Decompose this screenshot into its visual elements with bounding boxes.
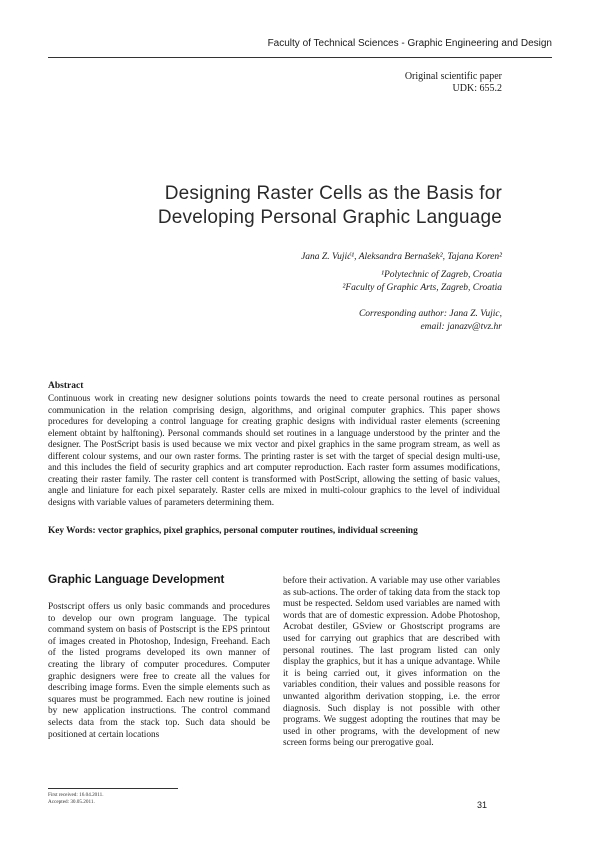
footnote-accepted: Accepted: 30.05.2011. (48, 799, 95, 805)
section-heading: Graphic Language Development (48, 574, 225, 586)
header-divider (48, 57, 552, 58)
corresponding-author: Corresponding author: Jana Z. Vujic, (358, 309, 502, 319)
abstract-body: Continuous work in creating new designer solutions points towards the need to create personal routines as personal communication in the relation comprising design, algorithms, and original computer graphics. This paper shows procedures for developing a control language for creating graphic designs with individual raster elements (screening element obtaint by halftoning). Personal commands should set routines in a language understood by the printer and the designer. The PostScript basis is used because we mix vector and pixel graphics in the same program stream, as well as different colour systems, and our own raster forms. The printing raster is set with the target of special design multi-use, and this includes the field of security graphics and art computer reproduction. Each raster form assumes modifications, creating their raster family. The raster cell content is transformed with PostScript, allowing the setting of basic values, angle and liniature for each pixel separately. Raster cells are mixed in multi-colour graphics to the level of individual designs with variable values of parameters determining them. (48, 393, 500, 507)
affiliation-2: ²Faculty of Graphic Arts, Zagreb, Croatia (342, 283, 502, 293)
paper-type: Original scientific paper (404, 71, 502, 82)
abstract-heading: Abstract (48, 381, 84, 391)
affiliation-1: ¹Polytechnic of Zagreb, Croatia (381, 270, 502, 280)
footnote-received: First received: 16.04.2011. (48, 792, 104, 798)
running-header: Faculty of Technical Sciences - Graphic Engineering and Design (267, 38, 552, 49)
title-line-2: Developing Personal Graphic Language (157, 207, 502, 228)
keywords: Key Words: vector graphics, pixel graphics, personal computer routines, individual screening (48, 526, 418, 536)
title-line-1: Designing Raster Cells as the Basis for (164, 183, 502, 204)
page-number: 31 (476, 800, 487, 810)
body-column-right: before their activation. A variable may use other variables as sub-actions. The order of taking data from the stack top must be respected. Seldom used variables are named with words that are of domestic expression. Adobe Photoshop, Acrobat destiler, GSview or Ghostscript programs are used for carrying out graphics that are described with personal routines. The last program listed can only display the graphics, but it has a unique advantage. While it is being carried out, it gives information on the variables condition, their values and possible reasons for unwanted algorithm derivation stopping, i.e. the error diagnosis. Such display is not possible with other programs. We suggest adopting the routines that may be used in other programs, with the development of new screen forms being our prerogative goal. (283, 576, 500, 749)
udk-code: UDK: 655.2 (452, 83, 502, 94)
corresponding-email: email: janazv@tvz.hr (420, 322, 502, 332)
footnote-divider (48, 788, 178, 789)
body-column-left: Postscript offers us only basic commands and procedures to develop our own program language. The typical command system on basis of Postscript is the EPS printout of images created in Photoshop, Indesign, Freehand. Each of the listed programs developed its own manner of creating the library of computer procedures. Computer graphic designers were free to create all the values for describing image forms. Even the simple elements such as squares must be programmed. Each new routine is joined by new application instructions. The control command selects data from the stack top. Such data should be positioned at certain locations (48, 602, 270, 740)
paper-title (82, 182, 502, 230)
authors: Jana Z. Vujić¹, Aleksandra Bernašek², Tajana Koren² (301, 252, 502, 262)
